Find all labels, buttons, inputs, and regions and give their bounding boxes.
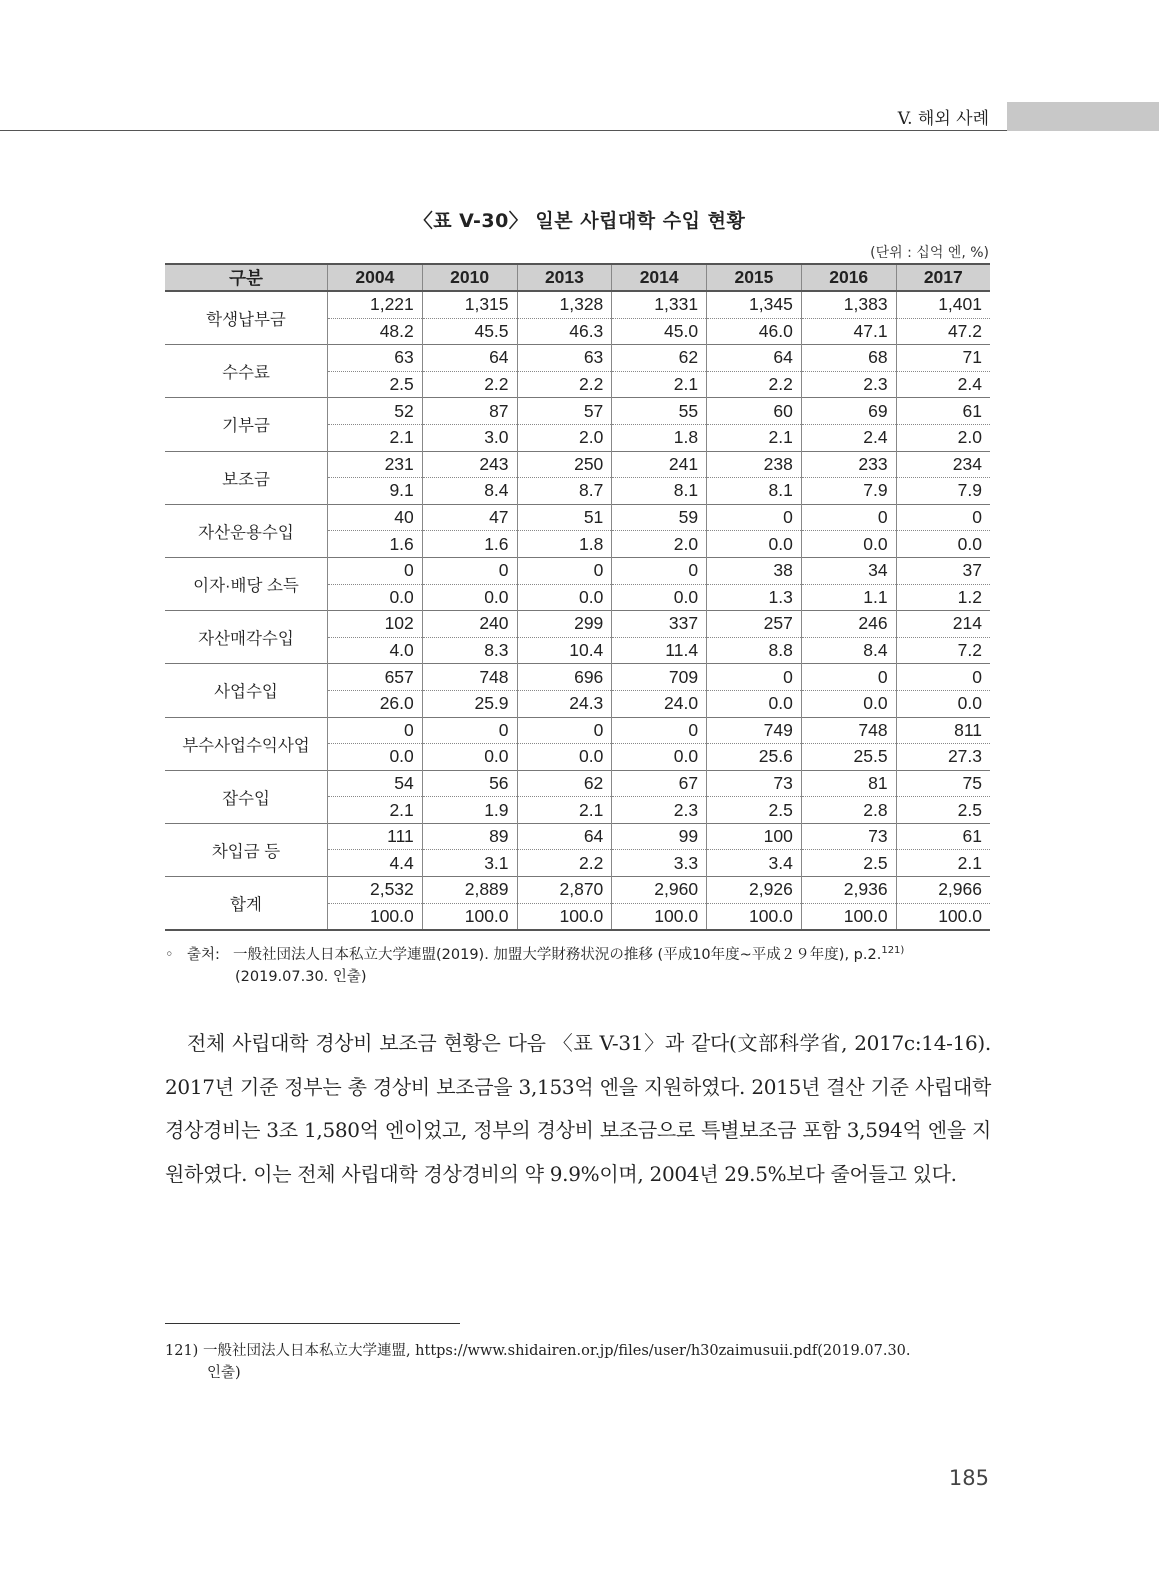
row-label: 사업수입 (165, 664, 328, 717)
percent-cell: 0.0 (328, 584, 423, 611)
body-paragraph: 전체 사립대학 경상비 보조금 현황은 다음 〈표 V-31〉과 같다(文部科学省, 2017c:14-16). 2017년 기준 정부는 총 경상비 보조금을 3,153억 엔을 지원하였다. 2015년 결산 기준 사립대학 경상경비는 3조 1,580억 엔이었고, 정부의 경상비 보조금으로 특별보조금 포함 3,594억 엔을 지원하였다. 이는 전체 사립대학 경상경비의 약 9.9%이며, 2004년 29.5%보다 줄어들고 있다. (165, 1031, 991, 1186)
amount-cell: 748 (422, 664, 517, 691)
amount-cell: 233 (801, 451, 896, 478)
percent-cell: 1.8 (517, 531, 612, 558)
percent-cell: 45.5 (422, 318, 517, 345)
amount-cell: 1,383 (801, 291, 896, 318)
table-row-amount (165, 291, 990, 318)
amount-cell: 0 (328, 557, 423, 584)
table-row-amount (165, 611, 990, 638)
amount-cell: 1,328 (517, 291, 612, 318)
amount-cell: 69 (801, 398, 896, 425)
source-label: 출처: (187, 946, 220, 963)
amount-cell: 73 (707, 770, 802, 797)
amount-cell: 299 (517, 611, 612, 638)
percent-cell: 100.0 (422, 903, 517, 930)
amount-cell: 62 (517, 770, 612, 797)
amount-cell: 60 (707, 398, 802, 425)
percent-cell: 25.6 (707, 744, 802, 771)
footnote (165, 1340, 995, 1384)
amount-cell: 0 (517, 717, 612, 744)
percent-cell: 1.3 (707, 584, 802, 611)
amount-cell: 64 (517, 823, 612, 850)
percent-cell: 8.4 (422, 478, 517, 505)
row-label: 보조금 (165, 451, 328, 504)
amount-cell: 0 (328, 717, 423, 744)
amount-cell: 68 (801, 345, 896, 372)
amount-cell: 1,315 (422, 291, 517, 318)
percent-cell: 1.2 (896, 584, 990, 611)
percent-cell: 2.1 (896, 850, 990, 877)
revenue-table (165, 263, 990, 931)
amount-cell: 240 (422, 611, 517, 638)
amount-cell: 100 (707, 823, 802, 850)
amount-cell: 87 (422, 398, 517, 425)
amount-cell: 238 (707, 451, 802, 478)
percent-cell: 2.1 (328, 797, 423, 824)
table-body (165, 291, 990, 930)
percent-cell: 0.0 (896, 531, 990, 558)
column-header: 구분 (165, 264, 328, 291)
header-rule (0, 130, 1007, 131)
table-row-amount (165, 345, 990, 372)
amount-cell: 0 (707, 504, 802, 531)
amount-cell: 0 (707, 664, 802, 691)
percent-cell: 100.0 (612, 903, 707, 930)
column-header: 2014 (612, 264, 707, 291)
table-unit: (단위 : 십억 엔, %) (870, 245, 989, 261)
amount-cell: 811 (896, 717, 990, 744)
percent-cell: 2.3 (801, 371, 896, 398)
amount-cell: 61 (896, 823, 990, 850)
percent-cell: 0.0 (707, 690, 802, 717)
page-number: 185 (948, 1466, 989, 1490)
amount-cell: 2,936 (801, 877, 896, 904)
amount-cell: 1,221 (328, 291, 423, 318)
percent-cell: 100.0 (896, 903, 990, 930)
amount-cell: 748 (801, 717, 896, 744)
percent-cell: 0.0 (896, 690, 990, 717)
percent-cell: 10.4 (517, 637, 612, 664)
percent-cell: 100.0 (707, 903, 802, 930)
percent-cell: 2.0 (612, 531, 707, 558)
row-label: 합계 (165, 877, 328, 931)
percent-cell: 4.0 (328, 637, 423, 664)
amount-cell: 2,889 (422, 877, 517, 904)
percent-cell: 8.3 (422, 637, 517, 664)
percent-cell: 2.0 (517, 424, 612, 451)
amount-cell: 2,870 (517, 877, 612, 904)
amount-cell: 56 (422, 770, 517, 797)
source-text: 一般社団法人日本私立大学連盟(2019). 加盟大学財務状況の推移 (平成10年度~平成２９年度), p.2. (233, 946, 882, 963)
percent-cell: 3.1 (422, 850, 517, 877)
amount-cell: 52 (328, 398, 423, 425)
percent-cell: 24.3 (517, 690, 612, 717)
amount-cell: 0 (896, 664, 990, 691)
percent-cell: 0.0 (422, 744, 517, 771)
amount-cell: 1,401 (896, 291, 990, 318)
percent-cell: 2.5 (801, 850, 896, 877)
percent-cell: 100.0 (517, 903, 612, 930)
percent-cell: 7.9 (896, 478, 990, 505)
percent-cell: 100.0 (328, 903, 423, 930)
amount-cell: 63 (517, 345, 612, 372)
amount-cell: 99 (612, 823, 707, 850)
percent-cell: 1.8 (612, 424, 707, 451)
column-header: 2004 (328, 264, 423, 291)
amount-cell: 337 (612, 611, 707, 638)
table-row-amount (165, 664, 990, 691)
footnote-line2: 인출) (207, 1365, 241, 1381)
amount-cell: 47 (422, 504, 517, 531)
amount-cell: 37 (896, 557, 990, 584)
table-row-amount (165, 398, 990, 425)
source-date: (2019.07.30. 인출) (235, 968, 367, 985)
percent-cell: 25.9 (422, 690, 517, 717)
percent-cell: 3.3 (612, 850, 707, 877)
amount-cell: 231 (328, 451, 423, 478)
amount-cell: 0 (801, 664, 896, 691)
percent-cell: 2.2 (422, 371, 517, 398)
amount-cell: 55 (612, 398, 707, 425)
percent-cell: 100.0 (801, 903, 896, 930)
amount-cell: 0 (896, 504, 990, 531)
column-header: 2013 (517, 264, 612, 291)
percent-cell: 2.2 (517, 371, 612, 398)
amount-cell: 234 (896, 451, 990, 478)
table-row-amount (165, 557, 990, 584)
percent-cell: 0.0 (801, 690, 896, 717)
amount-cell: 111 (328, 823, 423, 850)
amount-cell: 657 (328, 664, 423, 691)
percent-cell: 2.8 (801, 797, 896, 824)
table-header-row (165, 264, 990, 291)
amount-cell: 71 (896, 345, 990, 372)
percent-cell: 1.6 (422, 531, 517, 558)
amount-cell: 257 (707, 611, 802, 638)
table-row-amount (165, 451, 990, 478)
footnote-line1: 121) 一般社団法人日本私立大学連盟, https://www.shidairen.or.jp/files/user/h30zaimusuii.pdf(2019.07.30. (165, 1343, 911, 1359)
row-label: 학생납부금 (165, 291, 328, 345)
table-row-amount (165, 770, 990, 797)
amount-cell: 2,960 (612, 877, 707, 904)
amount-cell: 75 (896, 770, 990, 797)
percent-cell: 8.8 (707, 637, 802, 664)
footnote-rule (165, 1323, 460, 1324)
percent-cell: 4.4 (328, 850, 423, 877)
row-label: 수수료 (165, 345, 328, 398)
amount-cell: 64 (707, 345, 802, 372)
table-row-amount (165, 504, 990, 531)
percent-cell: 9.1 (328, 478, 423, 505)
percent-cell: 8.7 (517, 478, 612, 505)
percent-cell: 7.2 (896, 637, 990, 664)
percent-cell: 2.5 (896, 797, 990, 824)
amount-cell: 749 (707, 717, 802, 744)
amount-cell: 89 (422, 823, 517, 850)
percent-cell: 48.2 (328, 318, 423, 345)
amount-cell: 34 (801, 557, 896, 584)
bullet: ◦ (165, 946, 174, 963)
percent-cell: 0.0 (422, 584, 517, 611)
percent-cell: 2.0 (896, 424, 990, 451)
amount-cell: 63 (328, 345, 423, 372)
percent-cell: 2.5 (707, 797, 802, 824)
percent-cell: 46.0 (707, 318, 802, 345)
percent-cell: 3.4 (707, 850, 802, 877)
percent-cell: 2.1 (707, 424, 802, 451)
percent-cell: 45.0 (612, 318, 707, 345)
column-header: 2010 (422, 264, 517, 291)
percent-cell: 2.1 (612, 371, 707, 398)
row-label: 부수사업수익사업 (165, 717, 328, 770)
percent-cell: 47.2 (896, 318, 990, 345)
percent-cell: 27.3 (896, 744, 990, 771)
amount-cell: 696 (517, 664, 612, 691)
amount-cell: 0 (612, 717, 707, 744)
percent-cell: 2.1 (328, 424, 423, 451)
percent-cell: 8.1 (612, 478, 707, 505)
header-bar (1007, 102, 1159, 131)
row-label: 잡수입 (165, 770, 328, 823)
column-header: 2016 (801, 264, 896, 291)
row-label: 자산운용수입 (165, 504, 328, 557)
column-header: 2015 (707, 264, 802, 291)
amount-cell: 1,345 (707, 291, 802, 318)
row-label: 차입금 등 (165, 823, 328, 876)
table-row-amount (165, 717, 990, 744)
percent-cell: 0.0 (612, 584, 707, 611)
percent-cell: 0.0 (612, 744, 707, 771)
percent-cell: 0.0 (801, 531, 896, 558)
percent-cell: 2.5 (328, 371, 423, 398)
column-header: 2017 (896, 264, 990, 291)
percent-cell: 7.9 (801, 478, 896, 505)
percent-cell: 25.5 (801, 744, 896, 771)
amount-cell: 67 (612, 770, 707, 797)
percent-cell: 11.4 (612, 637, 707, 664)
footnote-ref[interactable]: 121) (881, 945, 905, 956)
amount-cell: 59 (612, 504, 707, 531)
percent-cell: 8.4 (801, 637, 896, 664)
percent-cell: 1.9 (422, 797, 517, 824)
amount-cell: 0 (422, 557, 517, 584)
amount-cell: 250 (517, 451, 612, 478)
row-label: 기부금 (165, 398, 328, 451)
row-label: 자산매각수입 (165, 611, 328, 664)
percent-cell: 0.0 (328, 744, 423, 771)
amount-cell: 40 (328, 504, 423, 531)
percent-cell: 46.3 (517, 318, 612, 345)
percent-cell: 0.0 (707, 531, 802, 558)
percent-cell: 24.0 (612, 690, 707, 717)
percent-cell: 2.3 (612, 797, 707, 824)
percent-cell: 2.4 (896, 371, 990, 398)
percent-cell: 2.2 (707, 371, 802, 398)
section-header: V. 해외 사례 (897, 109, 989, 129)
amount-cell: 246 (801, 611, 896, 638)
percent-cell: 0.0 (517, 744, 612, 771)
amount-cell: 214 (896, 611, 990, 638)
amount-cell: 102 (328, 611, 423, 638)
percent-cell: 2.2 (517, 850, 612, 877)
amount-cell: 61 (896, 398, 990, 425)
source-note (165, 940, 995, 988)
amount-cell: 54 (328, 770, 423, 797)
amount-cell: 0 (422, 717, 517, 744)
percent-cell: 8.1 (707, 478, 802, 505)
amount-cell: 64 (422, 345, 517, 372)
amount-cell: 81 (801, 770, 896, 797)
amount-cell: 2,926 (707, 877, 802, 904)
percent-cell: 0.0 (517, 584, 612, 611)
amount-cell: 709 (612, 664, 707, 691)
amount-cell: 73 (801, 823, 896, 850)
amount-cell: 2,532 (328, 877, 423, 904)
amount-cell: 0 (517, 557, 612, 584)
row-label: 이자·배당 소득 (165, 557, 328, 610)
percent-cell: 1.1 (801, 584, 896, 611)
amount-cell: 0 (612, 557, 707, 584)
amount-cell: 38 (707, 557, 802, 584)
amount-cell: 1,331 (612, 291, 707, 318)
table-title: 〈표 V-30〉 일본 사립대학 수입 현황 (413, 210, 746, 232)
percent-cell: 1.6 (328, 531, 423, 558)
percent-cell: 2.4 (801, 424, 896, 451)
percent-cell: 3.0 (422, 424, 517, 451)
table-row-amount (165, 877, 990, 904)
percent-cell: 2.1 (517, 797, 612, 824)
amount-cell: 243 (422, 451, 517, 478)
percent-cell: 26.0 (328, 690, 423, 717)
table-row-amount (165, 823, 990, 850)
amount-cell: 2,966 (896, 877, 990, 904)
amount-cell: 57 (517, 398, 612, 425)
amount-cell: 62 (612, 345, 707, 372)
amount-cell: 241 (612, 451, 707, 478)
amount-cell: 0 (801, 504, 896, 531)
percent-cell: 47.1 (801, 318, 896, 345)
amount-cell: 51 (517, 504, 612, 531)
